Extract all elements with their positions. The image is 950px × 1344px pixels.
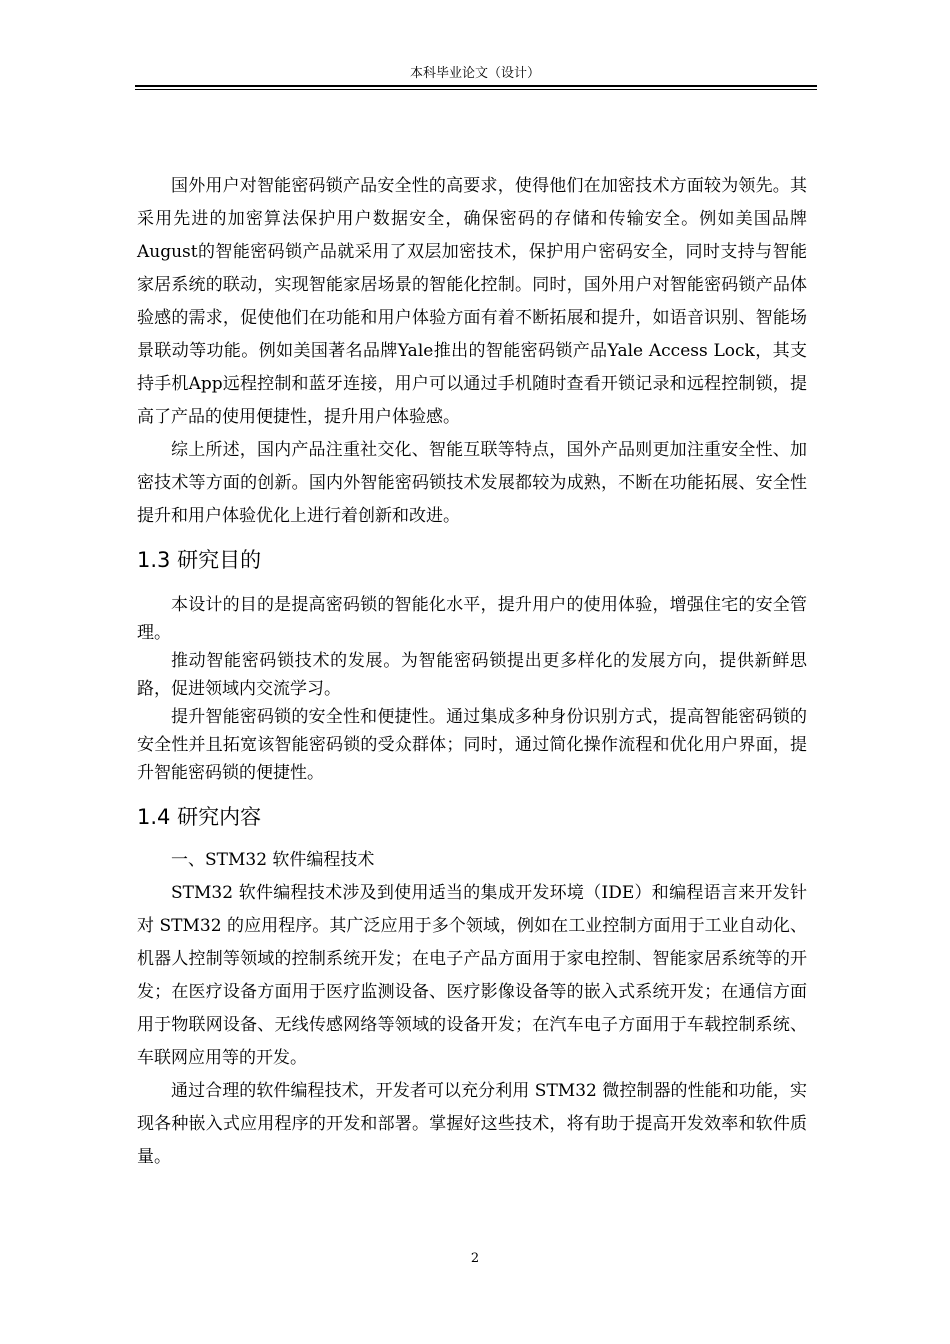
running-header: 本科毕业论文（设计） [409, 66, 540, 81]
subsection-title-stm32: 一、STM32 软件编程技术 [171, 850, 375, 870]
section-heading-1-4: 1.4 研究内容 [137, 805, 262, 829]
paragraph-foreign-security: 国外用户对智能密码锁产品安全性的高要求，使得他们在加密技术方面较为领先。其采用先进的加密算法保护用户数据安全，确保密码的存储和传输安全。例如美国品牌August的智能密码锁产品就采用了双层加密技术，保护用户密码安全，同时支持与智能家居系统的联动，实现智能家居场景的智能化控制。同时，国外用户对智能密码锁产品体验感的需求，促使他们在功能和用户体验方面有着不断拓展和提升，如语音识别、智能场景联动等功能。例如美国著名品牌Yale推出的智能密码锁产品Yale Access Lock，其支持手机App远程控制和蓝牙连接，用户可以通过手机随时查看开锁记录和远程控制锁，提高了产品的使用便捷性，提升用户体验感。 [137, 176, 807, 427]
paragraph-stm32-benefits: 通过合理的软件编程技术，开发者可以充分利用 STM32 微控制器的性能和功能，实现各种嵌入式应用程序的开发和部署。掌握好这些技术，将有助于提高开发效率和软件质量。 [137, 1081, 807, 1167]
section-heading-1-3: 1.3 研究目的 [137, 548, 262, 572]
paragraph-purpose-1: 本设计的目的是提高密码锁的智能化水平，提升用户的使用体验，增强住宅的安全管理。 [137, 595, 807, 643]
paragraph-purpose-3: 提升智能密码锁的安全性和便捷性。通过集成多种身份识别方式，提高智能密码锁的安全性并且拓宽该智能密码锁的受众群体；同时，通过简化操作流程和优化用户界面，提升智能密码锁的便捷性。 [137, 707, 807, 783]
page-body [137, 170, 807, 1174]
page-number: 2 [470, 1251, 480, 1266]
paragraph-purpose-2: 推动智能密码锁技术的发展。为智能密码锁提出更多样化的发展方向，提供新鲜思路，促进领域内交流学习。 [137, 651, 807, 699]
paragraph-stm32-overview: STM32 软件编程技术涉及到使用适当的集成开发环境（IDE）和编程语言来开发针对 STM32 的应用程序。其广泛应用于多个领域，例如在工业控制方面用于工业自动化、机器人控制等领域的控制系统开发；在电子产品方面用于家电控制、智能家居系统等的开发；在医疗设备方面用于医疗监测设备、医疗影像设备等的嵌入式系统开发；在通信方面用于物联网设备、无线传感网络等领域的设备开发；在汽车电子方面用于车载控制系统、车联网应用等的开发。 [137, 883, 807, 1068]
header-rule [135, 85, 817, 87]
paragraph-summary: 综上所述，国内产品注重社交化、智能互联等特点，国外产品则更加注重安全性、加密技术等方面的创新。国内外智能密码锁技术发展都较为成熟，不断在功能拓展、安全性提升和用户体验优化上进行着创新和改进。 [137, 440, 807, 526]
header-rule-thin [135, 89, 817, 90]
